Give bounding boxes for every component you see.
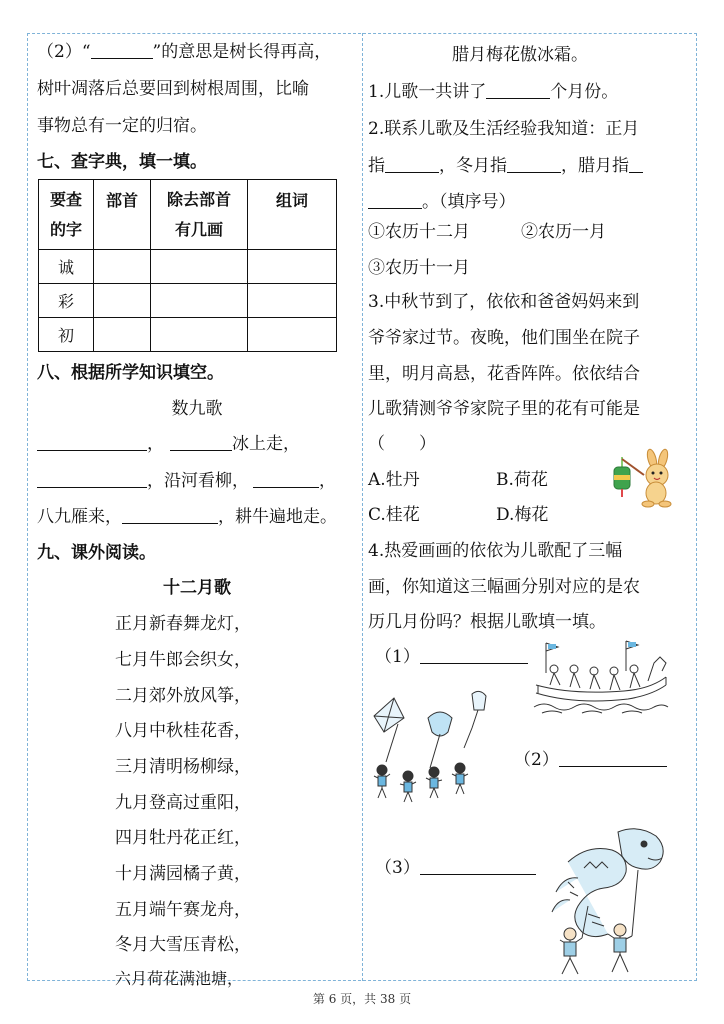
section-7-title: 七、查字典，填一填。 xyxy=(37,152,207,172)
song-line: 九月登高过重阳， xyxy=(115,793,251,813)
row-char: 彩 xyxy=(39,284,94,318)
choice-a[interactable]: A.牡丹 xyxy=(368,470,420,490)
q2-right-line-3: 。（填序号） xyxy=(368,190,516,214)
song-line: 四月牡丹花正红， xyxy=(115,828,251,848)
poem-line-3: 八九雁来， ，耕牛遍地走。 xyxy=(37,507,337,527)
header-cell-strokes: 除去部首 有几画 xyxy=(151,180,248,250)
q4-line-1: 4.热爱画画的依依为儿歌配了三幅 xyxy=(368,541,623,561)
answer-cell[interactable] xyxy=(151,318,248,352)
answer-blank[interactable] xyxy=(629,154,643,173)
answer-cell[interactable] xyxy=(248,318,337,352)
answer-cell[interactable] xyxy=(151,284,248,318)
answer-blank[interactable] xyxy=(385,154,439,173)
answer-blank[interactable] xyxy=(420,856,536,875)
song-line: 冬月大雪压青松， xyxy=(115,935,251,955)
q1-line: 1.儿歌一共讲了 个月份。 xyxy=(368,82,619,102)
dictionary-table xyxy=(38,179,337,352)
q2-line-1: （2）“ ”的意思是树长得再高， xyxy=(37,42,332,62)
picture-3-label: （3） xyxy=(375,856,536,880)
answer-cell[interactable] xyxy=(248,250,337,284)
q2-line-2: 树叶凋落后总要回到树根周围，比喻 xyxy=(37,79,309,99)
song-last-line: 腊月梅花傲冰霜。 xyxy=(452,45,588,65)
row-char: 初 xyxy=(39,318,94,352)
answer-cell[interactable] xyxy=(248,284,337,318)
answer-blank[interactable] xyxy=(420,645,528,664)
answer-cell[interactable] xyxy=(94,318,151,352)
answer-cell[interactable] xyxy=(94,284,151,318)
q2-line-3: 事物总有一定的归宿。 xyxy=(37,116,207,136)
option-3: ③农历十一月 xyxy=(368,258,470,278)
answer-cell[interactable] xyxy=(94,250,151,284)
section-8-title: 八、根据所学知识填空。 xyxy=(37,363,224,383)
song-line: 五月端午赛龙舟， xyxy=(115,900,251,920)
song-title: 十二月歌 xyxy=(163,578,231,598)
picture-1-label: （1） xyxy=(375,645,528,669)
q2-right-line-1: 2.联系儿歌及生活经验我知道：正月 xyxy=(368,119,640,139)
song-line: 七月牛郎会织女， xyxy=(115,650,251,670)
q3-line-4: 儿歌猜测爷爷家院子里的花有可能是 xyxy=(368,399,640,419)
section-9-title: 九、课外阅读。 xyxy=(37,543,156,563)
header-cell-words: 组词 xyxy=(248,180,337,250)
option-1: ①农历十二月 xyxy=(368,222,470,242)
answer-blank[interactable] xyxy=(253,469,319,488)
answer-blank[interactable] xyxy=(368,190,422,209)
page-footer: 第 6 页，共 38 页 xyxy=(312,992,412,1006)
answer-blank[interactable] xyxy=(37,432,147,451)
q2-right-line-2: 指 ，冬月指 ，腊月指 xyxy=(368,154,643,178)
header-cell-char: 要查 的字 xyxy=(39,180,94,250)
q3-line-2: 爷爷家过节。夜晚，他们围坐在院子 xyxy=(368,328,640,348)
row-char: 诚 xyxy=(39,250,94,284)
picture-2-label: （2） xyxy=(514,748,667,772)
answer-blank[interactable] xyxy=(559,748,667,767)
q3-answer-paren[interactable]: （ ） xyxy=(368,434,436,454)
column-divider xyxy=(362,33,363,981)
choice-c[interactable]: C.桂花 xyxy=(368,505,420,525)
q4-line-3: 历几月份吗？根据儿歌填一填。 xyxy=(368,612,606,632)
song-line: 十月满园橘子黄， xyxy=(115,864,251,884)
kite-children-illustration xyxy=(368,688,508,808)
rabbit-lantern-illustration xyxy=(608,447,678,509)
header-cell-radical: 部首 xyxy=(94,180,151,250)
poem-line-1: ， 冰上走， xyxy=(37,432,300,456)
table-row xyxy=(39,318,337,352)
dragon-dance-illustration xyxy=(548,822,672,977)
answer-blank[interactable] xyxy=(486,80,550,99)
song-line: 六月荷花满池塘， xyxy=(115,969,244,988)
option-2: ②农历一月 xyxy=(521,222,606,242)
q3-line-1: 3.中秋节到了，依依和爸爸妈妈来到 xyxy=(368,292,640,312)
q3-line-3: 里，明月高悬，花香阵阵。依依结合 xyxy=(368,364,640,384)
table-row xyxy=(39,250,337,284)
answer-blank[interactable] xyxy=(170,432,232,451)
poem-line-2: ，沿河看柳， ， xyxy=(37,469,336,493)
answer-blank[interactable] xyxy=(91,40,153,59)
answer-cell[interactable] xyxy=(151,250,248,284)
song-line: 八月中秋桂花香， xyxy=(115,721,251,741)
q4-line-2: 画，你知道这三幅画分别对应的是农 xyxy=(368,577,640,597)
dragon-boat-illustration xyxy=(532,633,670,718)
poem-title: 数九歌 xyxy=(171,399,223,419)
song-line: 三月清明杨柳绿， xyxy=(115,757,251,777)
choice-b[interactable]: B.荷花 xyxy=(496,470,548,490)
table-row xyxy=(39,284,337,318)
answer-blank[interactable] xyxy=(122,505,218,524)
answer-blank[interactable] xyxy=(507,154,561,173)
choice-d[interactable]: D.梅花 xyxy=(496,505,549,525)
song-line: 二月郊外放风筝， xyxy=(115,686,251,706)
table-header-row xyxy=(39,180,337,250)
song-line: 正月新春舞龙灯， xyxy=(115,614,251,634)
answer-blank[interactable] xyxy=(37,469,147,488)
